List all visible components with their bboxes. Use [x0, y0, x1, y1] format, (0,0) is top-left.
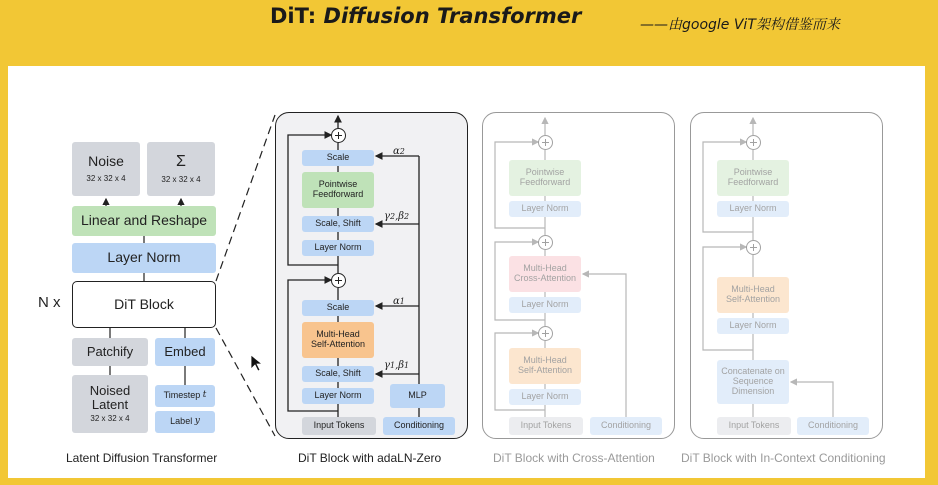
alpha1-symbol: α [393, 296, 400, 307]
beta1-symbol: β [398, 360, 405, 371]
cross-conditioning: Conditioning [590, 417, 662, 435]
incontext-input-tokens: Input Tokens [717, 417, 791, 435]
cross-connectors [495, 118, 626, 417]
label-text: Label [170, 416, 193, 427]
slide-subtitle: ——由google ViT架构借鉴而来 [640, 17, 840, 33]
left-caption: Latent Diffusion Transformer [66, 451, 218, 465]
adaln-scale-bottom: Scale [302, 300, 374, 316]
incontext-conditioning: Conditioning [797, 417, 869, 435]
label-var: y [194, 416, 200, 427]
alpha2-symbol: α [393, 146, 400, 157]
adaln-scale-shift-bottom: Scale, Shift [302, 366, 374, 382]
gamma1-symbol: γ [384, 360, 390, 371]
adaln-mlp: MLP [390, 384, 445, 408]
embed-box: Embed [155, 338, 215, 366]
incontext-mhsa: Multi-Head Self-Attention [717, 277, 789, 313]
sigma-dims: 32 x 32 x 4 [161, 174, 201, 184]
incontext-caption: DiT Block with In-Context Conditioning [681, 451, 886, 465]
cross-pointwise-ff: Pointwise Feedforward [509, 160, 581, 196]
title-prefix: DiT: [270, 4, 324, 28]
noise-dims: 32 x 32 x 4 [86, 174, 126, 184]
cross-layer-norm-2: Layer Norm [509, 297, 581, 313]
title-italic: Diffusion Transformer [323, 4, 582, 28]
patchify-box: Patchify [72, 338, 148, 366]
incontext-concat: Concatenate on Sequence Dimension [717, 360, 789, 404]
sigma-label: Σ [176, 153, 186, 171]
alpha2-subscript: 2 [399, 147, 405, 156]
adaln-pointwise-ff: Pointwise Feedforward [302, 172, 374, 208]
latent-label: Latent [91, 397, 129, 413]
adaln-scale-top: Scale [302, 150, 374, 166]
gamma2-symbol: γ [384, 211, 390, 222]
n-times-label: N x [38, 294, 61, 311]
adaln-input-tokens: Input Tokens [302, 417, 376, 435]
cross-input-tokens: Input Tokens [509, 417, 583, 435]
adaln-connectors [288, 116, 419, 417]
left-connectors [106, 199, 185, 385]
noise-label: Noise [88, 152, 124, 169]
timestep-var: t [202, 390, 207, 401]
adaln-mhsa: Multi-Head Self-Attention [302, 322, 374, 358]
gamma2-beta2-label: γ2,β2 [384, 211, 410, 222]
adaln-layer-norm-bottom: Layer Norm [302, 388, 374, 404]
adaln-conditioning: Conditioning [383, 417, 455, 435]
incontext-layer-norm-1: Layer Norm [717, 201, 789, 217]
adaln-scale-shift-top: Scale, Shift [302, 216, 374, 232]
beta2-subscript: 2 [404, 212, 410, 221]
linear-reshape-box: Linear and Reshape [72, 206, 216, 236]
latent-dims: 32 x 32 x 4 [90, 414, 130, 424]
cross-mhsa: Multi-Head Self-Attention [509, 348, 581, 384]
incontext-layer-norm-2: Layer Norm [717, 318, 789, 334]
cross-caption: DiT Block with Cross-Attention [493, 451, 655, 465]
adaln-layer-norm-top: Layer Norm [302, 240, 374, 256]
gamma1-subscript: 1 [389, 361, 396, 370]
dit-block-box: DiT Block [72, 281, 216, 328]
alpha1-subscript: 1 [399, 297, 405, 306]
cross-layer-norm-1: Layer Norm [509, 201, 581, 217]
mouse-cursor [251, 355, 262, 371]
timestep-text: Timestep [163, 390, 201, 401]
incontext-connectors [703, 118, 833, 417]
incontext-pointwise-ff: Pointwise Feedforward [717, 160, 789, 196]
beta2-symbol: β [398, 211, 405, 222]
gamma1-beta1-label: γ1,β1 [384, 360, 410, 371]
gamma2-subscript: 2 [389, 212, 396, 221]
final-layer-norm-box: Layer Norm [72, 243, 216, 273]
zoom-lines [216, 115, 275, 436]
cross-layer-norm-3: Layer Norm [509, 389, 581, 405]
cross-mhca: Multi-Head Cross-Attention [509, 256, 581, 292]
adaln-caption: DiT Block with adaLN-Zero [298, 451, 442, 465]
beta1-subscript: 1 [404, 361, 410, 370]
noised-label: Noised [89, 382, 131, 398]
